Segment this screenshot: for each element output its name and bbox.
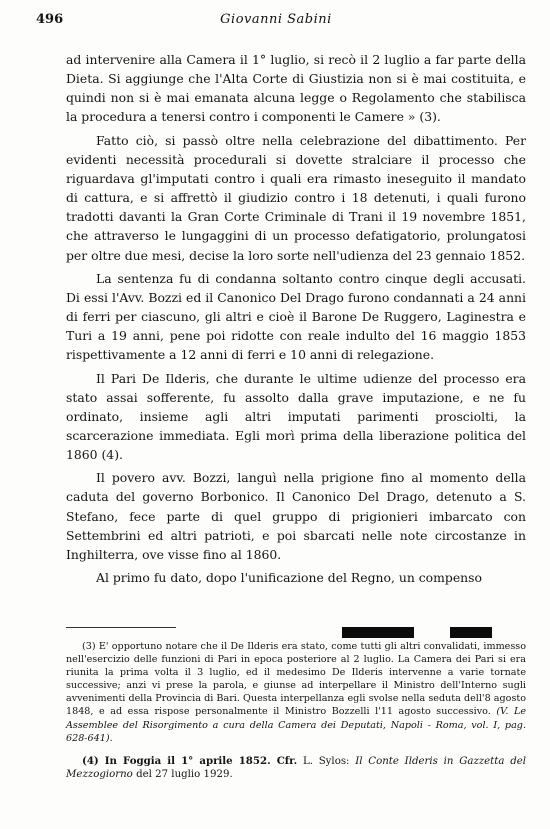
footnote-divider (66, 627, 176, 628)
footnote-4-lead: (4) In Foggia il 1° aprile 1852. Cfr. (82, 754, 298, 767)
paragraph-4: Il Pari De Ilderis, che durante le ultime udienze del processo era stato assai sofferente, fu assolto dalla grave imputazione, e ne fu ordinato, insieme agli altri imputati parimenti prosciolti, la scarcerazione immediata. Egli morì prima della liberazione politica del 1860 (4). (66, 370, 526, 463)
paragraph-6: Al primo fu dato, dopo l'unificazione del Regno, un compenso (96, 570, 482, 586)
redaction-mark-1 (342, 627, 414, 638)
footnote-3 (66, 640, 526, 745)
paragraph-5: Il povero avv. Bozzi, languì nella prigione fino al momento della caduta del governo Borbonico. Il Canonico Del Drago, detenuto a S. Stefano, fece parte di quel gruppo di prigionieri imbarcato con Settembrini ed altri patrioti, e poi sbarcati nelle note circostanze in Inghilterra, ove visse fino al 1860. (66, 470, 526, 562)
footnote-4-title: Il Conte Ilderis in Gazzetta del Mezzogiorno (66, 755, 527, 780)
paragraph-1: ad intervenire alla Camera il 1° luglio, si recò il 2 luglio a far parte della Dieta. Si aggiunge che l'Alta Corte di Giustizia non si è mai costituita, e quindi non si è mai emanata alcuna legge o Regolamento che stabilisca la procedura a tenersi contro i componenti le Camere » (3). (66, 52, 526, 125)
footnote-4-author: L. Sylos: (302, 755, 350, 767)
page-header (36, 10, 516, 30)
main-text (66, 50, 526, 591)
footnote-4 (66, 755, 526, 781)
footnote-3-reference: (V. Le Assemblee del Risorgimento a cura della Camera dei Deputati, Napoli - Roma, vol. I, pag. 628-641). (66, 706, 526, 744)
footnotes (66, 640, 526, 781)
footnote-4-tail: del 27 luglio 1929. (136, 768, 233, 780)
footnote-3-text: (3) E' opportuno notare che il De Ilderis era stato, come tutti gli altri convalidati, immesso nell'esercizio delle funzioni di Pari in epoca posteriore al 2 luglio. La Camera dei Pari si era riunita la prima volta il 3 luglio, ed il medesimo De Ilderis intervenne a varie tornate successive; anzi vi prese la parola, e giunse ad interpellare il Ministro dell'Interno sugli avvenimenti della Provincia di Bari. Questa interpellanza egli svolse nella seduta dell'8 agosto 1848, e ad essa rispose personalmente il Ministro Bozzelli l'11 agosto successivo. (66, 641, 526, 718)
redaction-mark-2 (450, 627, 492, 638)
running-head: Giovanni Sabini (220, 12, 332, 27)
page-number: 496 (36, 12, 64, 27)
paragraph-2: Fatto ciò, si passò oltre nella celebrazione del dibattimento. Per evidenti necessità procedurali si dovette stralciare il processo che riguardava gl'imputati contro i quali era rimasto ineseguito il mandato di cattura, e si affrettò il giudizio contro i 18 detenuti, i quali furono tradotti davanti la Gran Corte Criminale di Trani il 19 novembre 1851, che attraverso le lungaggini di un processo defatigatorio, prolungatosi per oltre due mesi, decise la loro sorte nell'udienza del 23 gennaio 1852. (66, 132, 526, 263)
paragraph-3: La sentenza fu di condanna soltanto contro cinque degli accusati. Di essi l'Avv. Bozzi ed il Canonico Del Drago furono condannati a 24 anni di ferri per ciascuno, gli altri e cioè il Barone De Ruggero, Laginestra e Turi a 19 anni, pene poi ridotte con reale indulto del 16 maggio 1853 rispettivamente a 12 anni di ferri e 10 anni di relegazione. (66, 270, 526, 363)
